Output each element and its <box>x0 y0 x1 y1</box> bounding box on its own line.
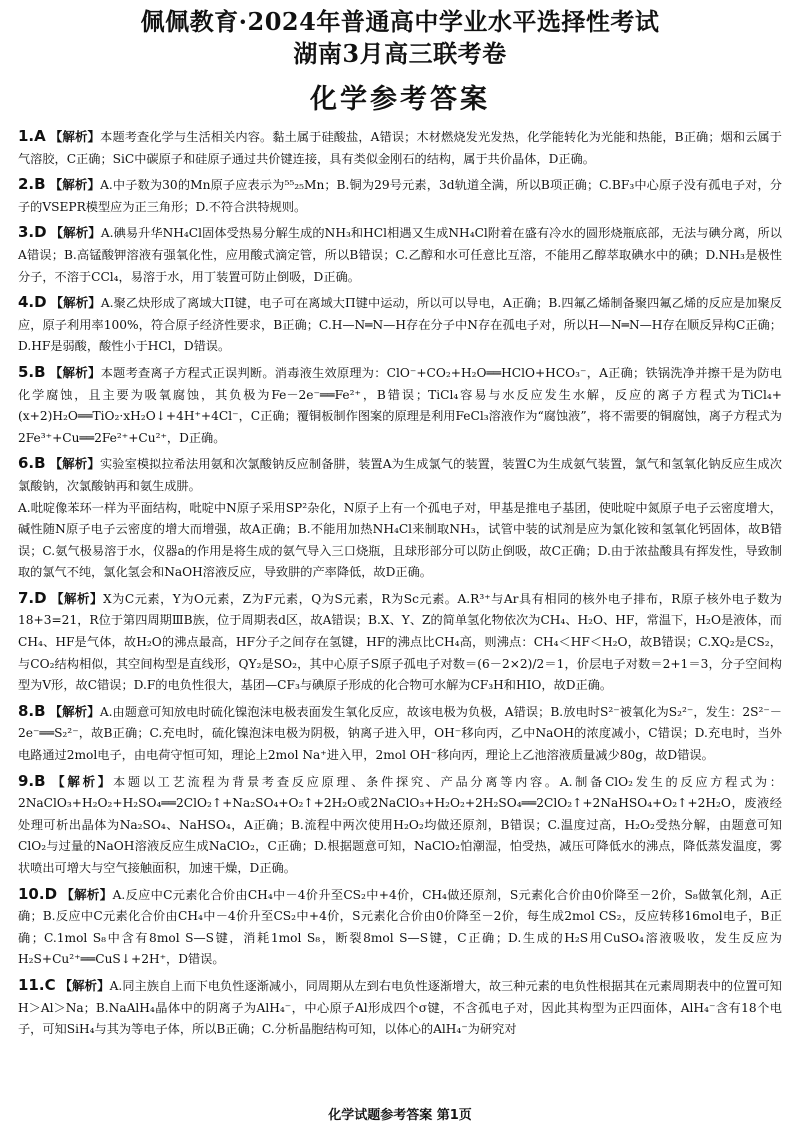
analysis-tag: 【解析】 <box>49 129 101 144</box>
analysis-tag: 【解析】 <box>49 364 101 380</box>
analysis-tag: 【解析】 <box>52 773 113 789</box>
answer-number: 9.B <box>18 771 46 790</box>
answer-number: 4.D <box>18 293 47 312</box>
answer-list <box>18 126 782 1045</box>
analysis-tag: 【解析】 <box>50 590 103 606</box>
answer-number: 6.B <box>18 454 46 473</box>
answer-text: 本题考查离子方程式正误判断。消毒液生效原理为：ClO⁻+CO₂+H₂O══HClO+HCO₃⁻，A正确；铁锅洗净并擦干是为防电化学腐蚀，且主要为吸氧腐蚀，其负极为Fe－2e⁻══Fe²⁺，B错误；TiCl₄容易与水反应发生水解，反应的离子方程式为TiCl₄+(x+2)H₂O══TiO₂·xH₂O↓+4H⁺+4Cl⁻，C正确；覆铜板制作图案的原理是利用FeCl₃溶液作为“腐蚀液”，将不需要的铜腐蚀，离子方程式为2Fe³⁺+Cu══2Fe²⁺+Cu²⁺，D正确。 <box>18 365 782 445</box>
analysis-tag: 【解析】 <box>61 886 113 902</box>
answer-text: X为C元素，Y为O元素，Z为F元素，Q为S元素，R为Sc元素。A.R³⁺与Ar具有相同的核外电子排布，R原子核外电子数为18+3=21，R位于第四周期ⅢB族，位于周期表d区，故A错误；B.X、Y、Z的简单氢化物依次为CH₄、H₂O、HF，常温下，H₂O是液体，而CH₄、HF是气体，故H₂O的沸点最高，HF分子之间存在氢键，HF的沸点比CH₄高，则沸点：CH₄＜HF＜H₂O，故B错误；C.XQ₂是CS₂，与CO₂结构相似，其空间构型是直线形，QY₂是SO₂，其中心原子S原子孤电子对数＝(6－2×2)/2＝1，价层电子对数＝2+1＝3，分子空间构型为V形，故C错误；D.F的电负性很大，基团—CF₃与碘原子形成的化合物可水解为CF₃H和HIO，故D正确。 <box>18 591 782 693</box>
analysis-tag: 【解析】 <box>49 177 101 193</box>
answer-item-7 <box>18 588 782 697</box>
answer-text: 实验室模拟拉希法用氨和次氯酸钠反应制备肼，装置A为生成氯气的装置，装置C为生成氨气装置，氯气和氢氧化钠反应生成次氯酸钠，次氯酸钠再和氨生成肼。 <box>18 457 782 493</box>
answer-item-11 <box>18 975 782 1041</box>
analysis-tag: 【解析】 <box>49 456 100 472</box>
answer-item-9 <box>18 771 782 880</box>
answer-number: 11.C <box>18 975 56 994</box>
document-header <box>0 6 800 118</box>
answer-text: A.由题意可知放电时硫化镍泡沫电极表面发生氧化反应，故该电极为负极，A错误；B.放电时S²⁻被氧化为S₂²⁻，发生：2S²⁻－2e⁻══S₂²⁻，故B正确；C.充电时，硫化镍泡沫电极为阴极，钠离子进入甲，OH⁻移向丙，乙中NaOH的浓度减小，C错误；D.充电时，当外电路通过2mol电子，由电荷守恒可知，理论上2mol Na⁺进入甲，2mol OH⁻移向丙，理论上乙池溶液质量减少80g，故D错误。 <box>18 704 782 763</box>
answer-number: 8.B <box>18 701 46 720</box>
answer-text: A.同主族自上而下电负性逐渐减小，同周期从左到右电负性逐渐增大，故三种元素的电负性根据其在元素周期表中的位置可知H＞Al＞Na；B.NaAlH₄晶体中的阴离子为AlH₄⁻，中心原子Al形成四个σ键，不含孤电子对，因此其构型为正四面体，AlH₄⁻含有18个电子，可知SiH₄与其为等电子体，所以B正确；C.分析晶胞结构可知，以体心的AlH₄⁻为研究对 <box>18 978 782 1037</box>
answer-item-8 <box>18 701 782 767</box>
analysis-tag: 【解析】 <box>50 225 101 241</box>
answer-number: 3.D <box>18 223 47 242</box>
answer-number: 1.A <box>18 127 46 145</box>
answer-text: A.碘易升华NH₄Cl固体受热易分解生成的NH₃和HCl相遇又生成NH₄Cl附着在盛有冷水的圆形烧瓶底部，无法与碘分离，所以A错误；B.高锰酸钾溶液有强氧化性，应用酸式滴定管，所以B错误；C.乙醇和水可任意比互溶，不能用乙醇萃取碘水中的碘；D.NH₃是极性分子，不溶于CCl₄，易溶于水，用丁装置可防止倒吸，D正确。 <box>18 226 782 284</box>
answer-item-1 <box>18 126 782 170</box>
answer-item-2 <box>18 174 782 218</box>
answer-number: 2.B <box>18 175 46 194</box>
answer-text: A.聚乙炔形成了离域大Π键，电子可在离域大Π键中运动，所以可以导电，A正确；B.四氟乙烯制备聚四氟乙烯的反应是加聚反应，原子利用率100%，符合原子经济性要求，B正确；C.H—N═N—H存在分子中N存在孤电子对，所以H—N═N—H存在顺反异构C正确；D.HF是弱酸，酸性小于HCl，D错误。 <box>18 296 782 354</box>
subject-title: 化学参考答案 <box>310 84 490 115</box>
page-footer: 化学试题参考答案 第1页 <box>328 1108 472 1123</box>
answer-item-10 <box>18 884 782 971</box>
answer-item-3 <box>18 222 782 288</box>
answer-text-continued: A.吡啶像苯环一样为平面结构，吡啶中N原子采用SP²杂化，N原子上有一个孤电子对，甲基是推电子基团，使吡啶中氮原子电子云密度增大，碱性随N原子电子云密度的增大而增强，故A正确；B.不能用加热NH₄Cl来制取NH₃，试管中装的试剂是应为氯化铵和氢氧化钙固体，故B错误；C.氨气极易溶于水，仪器a的作用是将生成的氨气导入三口烧瓶，且球形部分可以防止倒吸，故C正确；D.由于浓盐酸具有挥发性，导致制取的氯气不纯，氯化氢会和NaOH溶液反应，导致肼的产率降低，故D正确。 <box>18 500 782 580</box>
answer-number: 5.B <box>18 362 46 381</box>
answer-number: 7.D <box>18 588 47 607</box>
answer-item-5 <box>18 362 782 449</box>
analysis-tag: 【解析】 <box>49 703 100 719</box>
answer-text: A.反应中C元素化合价由CH₄中－4价升至CS₂中+4价，CH₄做还原剂，S元素化合价由0价降至－2价，S₈做氧化剂，A正确；B.反应中C元素化合价由CH₄中－4价升至CS₂中+4价，S元素化合价由0价降至－2价，每生成2mol CS₂，反应转移16mol电子，B正确；C.1mol S₈中含有8mol S—S键，消耗1mol S₈，断裂8mol S—S键，C正确；D.生成的H₂S用CuSO₄溶液吸收，发生反应为H₂S+Cu²⁺══CuS↓+2H⁺，D错误。 <box>18 887 782 967</box>
answer-text: 本题以工艺流程为背景考查反应原理、条件探究、产品分离等内容。A.制备ClO₂发生的反应方程式为：2NaClO₃+H₂O₂+H₂SO₄══2ClO₂↑+Na₂SO₄+O₂↑+2H₂O或2NaClO₃+H₂O₂+2H₂SO₄══2ClO₂↑+2NaHSO₄+O₂↑+2H₂O，废液经处理可析出晶体为Na₂SO₄、NaHSO₄，A正确；B.流程中两次使用H₂O₂均做还原剂，B错误；C.温度过高，H₂O₂受热分解，由题意可知ClO₂与过量的NaOH溶液反应生成NaClO₂，C正确；D.根据题意可知，NaClO₂怕潮湿，怕受热，减压可降低水的沸点，降低蒸发温度，雾状喷出可增大与空气接触面积，加速干燥，D正确。 <box>18 774 782 875</box>
exam-subtitle: 湖南3月高三联考卷 <box>293 39 507 68</box>
analysis-tag: 【解析】 <box>59 977 110 993</box>
exam-title: 佩佩教育·2024年普通高中学业水平选择性考试 <box>140 7 660 36</box>
answer-number: 10.D <box>18 884 58 903</box>
answer-item-6 <box>18 453 782 584</box>
answer-text: 本题考查化学与生活相关内容。黏土属于硅酸盐，A错误；木材燃烧发光发热，化学能转化为光能和热能，B正确；烟和云属于气溶胶，C正确；SiC中碳原子和硅原子通过共价键连接，具有类似金刚石的结构，属于共价晶体，D正确。 <box>18 130 782 166</box>
analysis-tag: 【解析】 <box>50 295 101 311</box>
answer-item-4 <box>18 292 782 358</box>
answer-text: A.中子数为30的Mn原子应表示为⁵⁵₂₅Mn；B.铜为29号元素，3d轨道全满，所以B项正确；C.BF₃中心原子没有孤电子对，分子的VSEPR模型应为正三角形；D.不符合洪特规则。 <box>18 178 782 214</box>
